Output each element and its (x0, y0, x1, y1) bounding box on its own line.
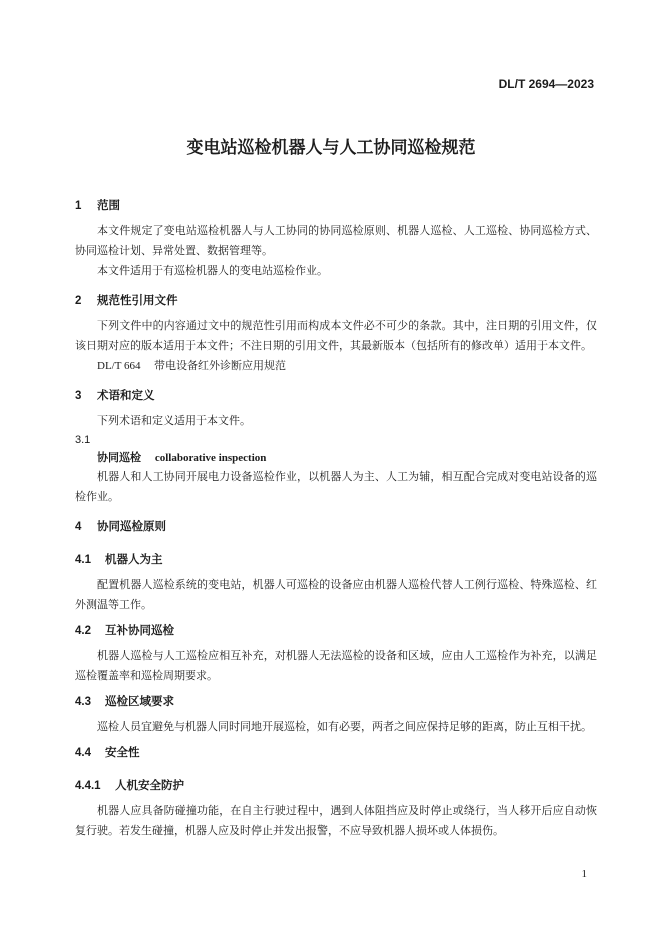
normative-reference (75, 356, 597, 376)
subsection-title: 互补协同巡检 (105, 623, 175, 637)
section-1-paragraph-1: 本文件规定了变电站巡检机器人与人工协同的协同巡检原则、机器人巡检、人工巡检、协同巡检方式、协同巡检计划、异常处置、数据管理等。 (75, 224, 597, 257)
section-title: 协同巡检原则 (97, 519, 167, 533)
term-definition: 机器人和人工协同开展电力设备巡检作业，以机器人为主、人工为辅，相互配合完成对变电站设备的巡检作业。 (75, 470, 597, 503)
section-1-heading (75, 196, 597, 215)
section-4-1-paragraph: 配置机器人巡检系统的变电站，机器人可巡检的设备应由机器人巡检代替人工例行巡检、特殊巡检、红外测温等工作。 (75, 578, 597, 611)
subsection-number: 4.3 (75, 696, 91, 708)
section-title: 术语和定义 (97, 388, 155, 402)
section-4-3-heading (75, 692, 597, 711)
section-4-4-1-paragraph: 机器人应具备防碰撞功能，在自主行驶过程中，遇到人体阻挡应及时停止或绕行，当人移开后应自动恢复行驶。若发生碰撞，机器人应及时停止并发出报警，不应导致机器人损坏或人体损伤。 (75, 804, 597, 837)
section-3-paragraph-1: 下列术语和定义适用于本文件。 (97, 414, 251, 427)
section-4-4-heading (75, 743, 597, 762)
document-title: 变电站巡检机器人与人工协同巡检规范 (186, 138, 476, 158)
reference-code: DL/T 664 (97, 360, 141, 372)
term-number: 3.1 (75, 434, 91, 446)
section-title: 范围 (97, 198, 121, 212)
section-4-3-paragraph: 巡检人员宜避免与机器人同时同地开展巡检，如有必要，两者之间应保持足够的距离，防止互相干扰。 (97, 720, 592, 733)
subsection-title: 机器人为主 (105, 552, 163, 566)
section-4-4-1-heading (75, 776, 597, 795)
section-3-heading (75, 386, 597, 405)
standard-code: DL/T 2694—2023 (498, 77, 594, 91)
section-4-2-paragraph: 机器人巡检与人工巡检应相互补充，对机器人无法巡检的设备和区域，应由人工巡检作为补充，以满足巡检覆盖率和巡检周期要求。 (75, 649, 597, 682)
section-number: 2 (75, 295, 82, 307)
section-number: 3 (75, 390, 82, 402)
section-1-paragraph-2: 本文件适用于有巡检机器人的变电站巡检作业。 (97, 264, 328, 277)
subsection-number: 4.1 (75, 554, 91, 566)
document-body (75, 196, 597, 841)
term-chinese: 协同巡检 (97, 451, 141, 464)
section-4-1-heading (75, 550, 597, 569)
section-4-2-heading (75, 621, 597, 640)
subsection-title: 巡检区域要求 (105, 694, 175, 708)
section-4-heading (75, 517, 597, 536)
subsection-title: 人机安全防护 (115, 778, 185, 792)
subsection-title: 安全性 (105, 745, 140, 759)
section-number: 4 (75, 521, 82, 533)
term-entry (75, 449, 597, 467)
reference-title: 带电设备红外诊断应用规范 (154, 359, 286, 372)
section-2-heading (75, 291, 597, 310)
section-2-paragraph-1: 下列文件中的内容通过文中的规范性引用而构成本文件必不可少的条款。其中，注日期的引用文件，仅该日期对应的版本适用于本文件；不注日期的引用文件，其最新版本（包括所有的修改单）适用于本文件。 (75, 319, 597, 352)
subsection-number: 4.4.1 (75, 780, 101, 792)
subsection-number: 4.4 (75, 747, 91, 759)
subsection-number: 4.2 (75, 625, 91, 637)
section-number: 1 (75, 200, 82, 212)
term-english: collaborative inspection (154, 452, 267, 464)
section-title: 规范性引用文件 (97, 293, 178, 307)
page-number: 1 (581, 868, 587, 880)
